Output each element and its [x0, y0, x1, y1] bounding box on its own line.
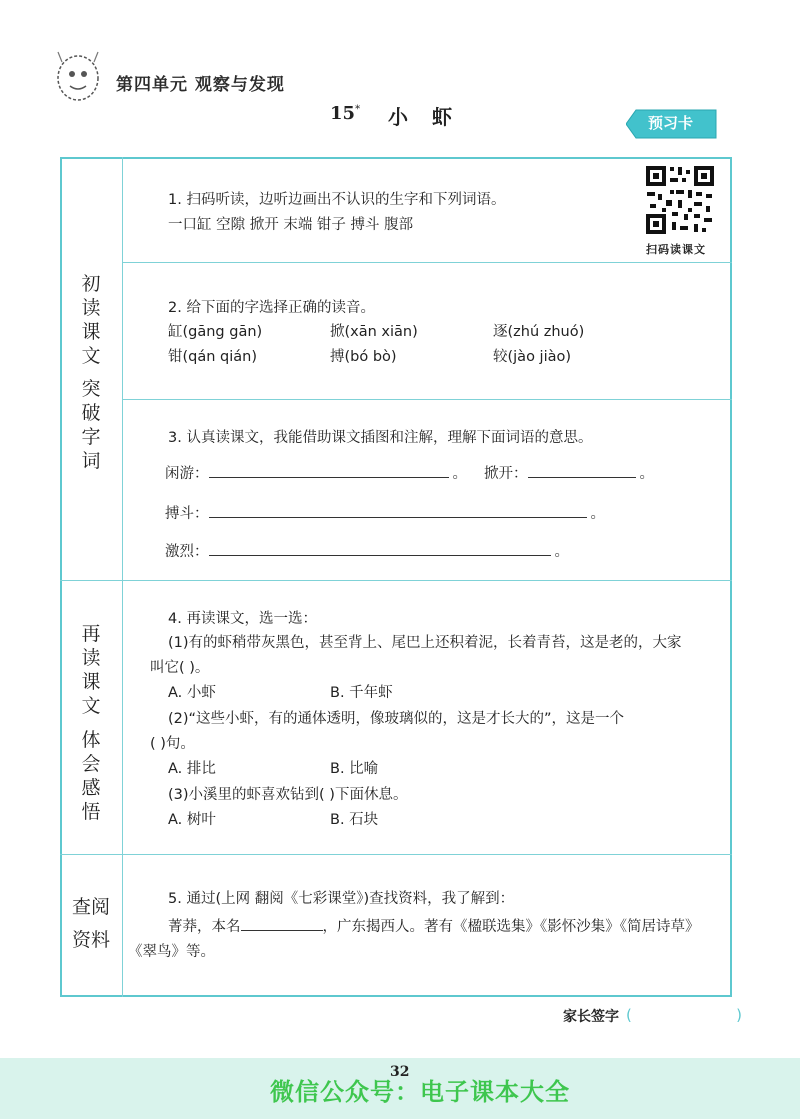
- q2-option: 缸(gāng gān): [168, 324, 263, 340]
- answer-blank[interactable]: [241, 916, 323, 931]
- q2-option: 掀(xān xiān): [330, 324, 418, 340]
- q4-s2-option-b[interactable]: B. 比喻: [330, 761, 379, 777]
- q2-option: 钳(qán qián): [168, 349, 258, 365]
- q4-s2-line2[interactable]: ( )句。: [150, 736, 195, 752]
- answer-blank[interactable]: [528, 463, 636, 478]
- preview-card-label: 预习卡: [648, 114, 694, 132]
- q5-line2: 《翠鸟》等。: [128, 944, 215, 960]
- lesson-title: 小虾: [388, 105, 476, 129]
- section-divider: [122, 157, 123, 997]
- section-label-3a: 查阅: [71, 896, 110, 918]
- watermark-text: 微信公众号：电子课本大全: [270, 1078, 570, 1106]
- q4-s2-line1: (2)“这些小虾，有的通体透明，像玻璃似的，这是才长大的”，这是一个: [168, 711, 625, 727]
- q4-prompt: 4. 再读课文，选一选：: [168, 611, 317, 627]
- section-label-2b: 体会感悟: [81, 729, 101, 823]
- q3-item-jilie: 激烈： 。: [165, 541, 569, 562]
- q2-option: 搏(bó bò): [330, 349, 397, 365]
- qr-code-icon[interactable]: [644, 164, 716, 236]
- q4-s3-option-a[interactable]: A. 树叶: [168, 812, 216, 828]
- section-label-1b: 突破字词: [81, 378, 101, 472]
- parent-signature-field[interactable]: ( ): [626, 1006, 742, 1024]
- row-divider: [122, 399, 732, 400]
- parent-signature-label: 家长签字: [563, 1009, 619, 1025]
- lesson-number: 15*: [330, 103, 361, 124]
- q4-s1-line2[interactable]: 叫它( )。: [150, 660, 210, 676]
- section-divider-line: [60, 580, 732, 581]
- row-divider: [122, 262, 732, 263]
- worksheet-frame: [60, 157, 732, 997]
- unit-logo-icon: [52, 48, 104, 104]
- qr-caption: 扫码读课文: [646, 243, 706, 256]
- q4-s3-line1[interactable]: (3)小溪里的虾喜欢钻到( )下面休息。: [168, 787, 408, 803]
- q3-prompt: 3. 认真读课文，我能借助课文插图和注解，理解下面词语的意思。: [168, 430, 593, 446]
- q2-option: 逐(zhú zhuó): [493, 324, 585, 340]
- q4-s3-option-b[interactable]: B. 石块: [330, 812, 379, 828]
- q4-s1-line1: (1)有的虾稍带灰黑色，甚至背上、尾巴上还积着泥，长着青苔，这是老的，大家: [168, 635, 682, 651]
- section-label-1a: 初读课文: [81, 273, 101, 367]
- q1-words: 一口缸 空隙 掀开 末端 钳子 搏斗 腹部: [168, 217, 414, 233]
- q1-prompt: 1. 扫码听读，边听边画出不认识的生字和下列词语。: [168, 192, 506, 208]
- section-label-3b: 资料: [71, 929, 110, 951]
- page-number: 32: [390, 1064, 410, 1080]
- q3-item-xiankai: 掀开： 。: [484, 463, 654, 484]
- q4-s2-option-a[interactable]: A. 排比: [168, 761, 216, 777]
- q3-item-xianyou: 闲游： 。: [165, 463, 467, 484]
- answer-blank[interactable]: [209, 541, 551, 556]
- q4-s1-option-a[interactable]: A. 小虾: [168, 685, 216, 701]
- unit-title: 第四单元 观察与发现: [116, 75, 285, 95]
- section-divider-line: [60, 854, 732, 855]
- q3-item-bodou: 搏斗： 。: [165, 503, 605, 524]
- section-label-2a: 再读课文: [81, 623, 101, 717]
- answer-blank[interactable]: [209, 503, 587, 518]
- q5-prompt: 5. 通过(上网 翻阅《七彩课堂》)查找资料，我了解到：: [168, 891, 515, 907]
- q2-prompt: 2. 给下面的字选择正确的读音。: [168, 300, 375, 316]
- q4-s1-option-b[interactable]: B. 千年虾: [330, 685, 393, 701]
- q5-line1: 菁莽，本名 ，广东揭西人。著有《楹联选集》《影怀沙集》《简居诗草》: [168, 916, 700, 937]
- q2-option: 较(jào jiào): [493, 349, 572, 365]
- answer-blank[interactable]: [209, 463, 449, 478]
